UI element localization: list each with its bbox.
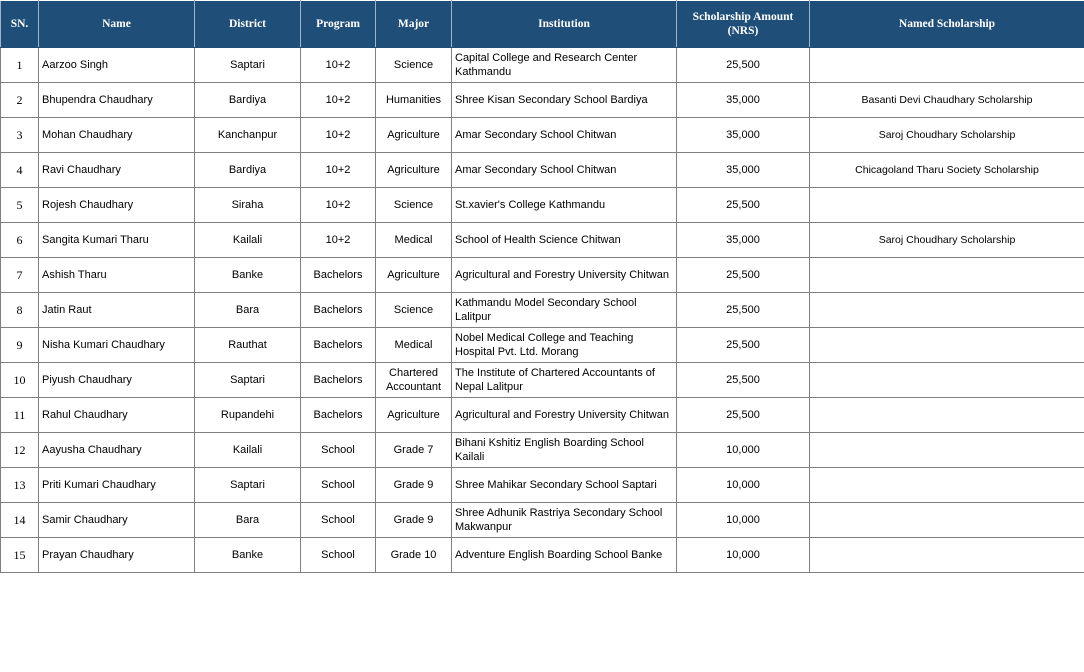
cell-district[interactable]: Saptari [195, 48, 301, 83]
cell-program[interactable]: Bachelors [301, 363, 376, 398]
cell-institution[interactable]: School of Health Science Chitwan [452, 223, 677, 258]
table-row [1, 83, 1084, 118]
cell-institution[interactable]: Shree Adhunik Rastriya Secondary School Makwanpur [452, 503, 677, 538]
cell-program[interactable]: 10+2 [301, 223, 376, 258]
table-row [1, 258, 1084, 293]
cell-name[interactable]: Prayan Chaudhary [39, 538, 195, 573]
cell-district[interactable]: Kailali [195, 223, 301, 258]
cell-program[interactable]: School [301, 433, 376, 468]
cell-named-scholarship[interactable]: Basanti Devi Chaudhary Scholarship [810, 83, 1084, 118]
cell-program[interactable]: 10+2 [301, 83, 376, 118]
table-row [1, 188, 1084, 223]
cell-name[interactable]: Ashish Tharu [39, 258, 195, 293]
cell-major[interactable]: Grade 10 [376, 538, 452, 573]
cell-sn[interactable]: 14 [1, 503, 39, 538]
cell-name[interactable]: Aarzoo Singh [39, 48, 195, 83]
table-row [1, 328, 1084, 363]
cell-named-scholarship[interactable] [810, 398, 1084, 433]
cell-named-scholarship[interactable] [810, 503, 1084, 538]
cell-sn[interactable]: 1 [1, 48, 39, 83]
header-named-scholarship[interactable]: Named Scholarship [810, 1, 1084, 48]
cell-scholarship-amount[interactable]: 35,000 [677, 118, 810, 153]
cell-district[interactable]: Bara [195, 293, 301, 328]
cell-scholarship-amount[interactable]: 25,500 [677, 363, 810, 398]
cell-scholarship-amount[interactable]: 25,500 [677, 48, 810, 83]
cell-scholarship-amount[interactable]: 10,000 [677, 468, 810, 503]
cell-scholarship-amount[interactable]: 35,000 [677, 83, 810, 118]
cell-program[interactable]: Bachelors [301, 328, 376, 363]
cell-institution[interactable]: Agricultural and Forestry University Chitwan [452, 398, 677, 433]
cell-sn[interactable]: 11 [1, 398, 39, 433]
cell-scholarship-amount[interactable]: 25,500 [677, 293, 810, 328]
cell-named-scholarship[interactable]: Saroj Choudhary Scholarship [810, 118, 1084, 153]
cell-major[interactable]: Medical [376, 328, 452, 363]
cell-district[interactable]: Siraha [195, 188, 301, 223]
cell-program[interactable]: School [301, 468, 376, 503]
table-row [1, 118, 1084, 153]
cell-sn[interactable]: 2 [1, 83, 39, 118]
cell-sn[interactable]: 4 [1, 153, 39, 188]
cell-named-scholarship[interactable] [810, 468, 1084, 503]
cell-major[interactable]: Agriculture [376, 118, 452, 153]
cell-major[interactable]: Grade 7 [376, 433, 452, 468]
cell-institution[interactable]: Kathmandu Model Secondary School Lalitpur [452, 293, 677, 328]
cell-district[interactable]: Saptari [195, 468, 301, 503]
cell-sn[interactable]: 9 [1, 328, 39, 363]
cell-named-scholarship[interactable] [810, 433, 1084, 468]
cell-district[interactable]: Saptari [195, 363, 301, 398]
cell-name[interactable]: Samir Chaudhary [39, 503, 195, 538]
cell-named-scholarship[interactable] [810, 363, 1084, 398]
table-row [1, 363, 1084, 398]
header-institution[interactable]: Institution [452, 1, 677, 48]
cell-name[interactable]: Nisha Kumari Chaudhary [39, 328, 195, 363]
cell-district[interactable]: Bardiya [195, 153, 301, 188]
table-row [1, 538, 1084, 573]
cell-institution[interactable]: Capital College and Research Center Kathmandu [452, 48, 677, 83]
cell-name[interactable]: Sangita Kumari Tharu [39, 223, 195, 258]
cell-major[interactable]: Agriculture [376, 153, 452, 188]
table-row [1, 468, 1084, 503]
cell-district[interactable]: Banke [195, 538, 301, 573]
cell-named-scholarship[interactable] [810, 48, 1084, 83]
cell-named-scholarship[interactable] [810, 188, 1084, 223]
cell-program[interactable]: Bachelors [301, 258, 376, 293]
cell-named-scholarship[interactable] [810, 538, 1084, 573]
table-row [1, 153, 1084, 188]
table-row [1, 503, 1084, 538]
cell-sn[interactable]: 8 [1, 293, 39, 328]
cell-program[interactable]: 10+2 [301, 48, 376, 83]
cell-program[interactable]: 10+2 [301, 118, 376, 153]
cell-institution[interactable]: The Institute of Chartered Accountants of Nepal Lalitpur [452, 363, 677, 398]
cell-institution[interactable]: Bihani Kshitiz English Boarding School Kailali [452, 433, 677, 468]
cell-sn[interactable]: 6 [1, 223, 39, 258]
cell-institution[interactable]: Agricultural and Forestry University Chitwan [452, 258, 677, 293]
cell-sn[interactable]: 10 [1, 363, 39, 398]
cell-name[interactable]: Priti Kumari Chaudhary [39, 468, 195, 503]
table-row [1, 293, 1084, 328]
cell-institution[interactable]: Shree Kisan Secondary School Bardiya [452, 83, 677, 118]
cell-program[interactable]: Bachelors [301, 398, 376, 433]
cell-district[interactable]: Kanchanpur [195, 118, 301, 153]
cell-district[interactable]: Rupandehi [195, 398, 301, 433]
cell-program[interactable]: School [301, 503, 376, 538]
cell-name[interactable]: Ravi Chaudhary [39, 153, 195, 188]
cell-name[interactable]: Rahul Chaudhary [39, 398, 195, 433]
cell-name[interactable]: Jatin Raut [39, 293, 195, 328]
cell-sn[interactable]: 13 [1, 468, 39, 503]
cell-district[interactable]: Bara [195, 503, 301, 538]
cell-scholarship-amount[interactable]: 10,000 [677, 538, 810, 573]
cell-sn[interactable]: 15 [1, 538, 39, 573]
table-row [1, 433, 1084, 468]
cell-district[interactable]: Banke [195, 258, 301, 293]
cell-institution[interactable]: Amar Secondary School Chitwan [452, 118, 677, 153]
cell-name[interactable]: Piyush Chaudhary [39, 363, 195, 398]
cell-sn[interactable]: 12 [1, 433, 39, 468]
cell-name[interactable]: Aayusha Chaudhary [39, 433, 195, 468]
header-name[interactable]: Name [39, 1, 195, 48]
cell-major[interactable]: Agriculture [376, 398, 452, 433]
cell-major[interactable]: Science [376, 48, 452, 83]
cell-district[interactable]: Bardiya [195, 83, 301, 118]
cell-scholarship-amount[interactable]: 25,500 [677, 188, 810, 223]
header-major[interactable]: Major [376, 1, 452, 48]
cell-scholarship-amount[interactable]: 25,500 [677, 328, 810, 363]
table-row [1, 398, 1084, 433]
cell-scholarship-amount[interactable]: 10,000 [677, 503, 810, 538]
cell-sn[interactable]: 5 [1, 188, 39, 223]
cell-sn[interactable]: 7 [1, 258, 39, 293]
table-row [1, 48, 1084, 83]
cell-named-scholarship[interactable] [810, 328, 1084, 363]
header-scholarship-amount[interactable]: Scholarship Amount (NRS) [677, 1, 810, 48]
cell-institution[interactable]: Adventure English Boarding School Banke [452, 538, 677, 573]
cell-name[interactable]: Bhupendra Chaudhary [39, 83, 195, 118]
cell-major[interactable]: Humanities [376, 83, 452, 118]
cell-district[interactable]: Kailali [195, 433, 301, 468]
header-district[interactable]: District [195, 1, 301, 48]
header-program[interactable]: Program [301, 1, 376, 48]
header-sn[interactable]: SN. [1, 1, 39, 48]
cell-institution[interactable]: Shree Mahikar Secondary School Saptari [452, 468, 677, 503]
cell-major[interactable]: Grade 9 [376, 468, 452, 503]
cell-scholarship-amount[interactable]: 25,500 [677, 398, 810, 433]
cell-scholarship-amount[interactable]: 25,500 [677, 258, 810, 293]
cell-institution[interactable]: Nobel Medical College and Teaching Hospital Pvt. Ltd. Morang [452, 328, 677, 363]
cell-named-scholarship[interactable] [810, 293, 1084, 328]
table-row [1, 223, 1084, 258]
cell-named-scholarship[interactable]: Chicagoland Tharu Society Scholarship [810, 153, 1084, 188]
cell-scholarship-amount[interactable]: 35,000 [677, 153, 810, 188]
cell-program[interactable]: 10+2 [301, 153, 376, 188]
cell-major[interactable]: Science [376, 293, 452, 328]
cell-named-scholarship[interactable]: Saroj Choudhary Scholarship [810, 223, 1084, 258]
cell-program[interactable]: School [301, 538, 376, 573]
cell-major[interactable]: Agriculture [376, 258, 452, 293]
cell-scholarship-amount[interactable]: 10,000 [677, 433, 810, 468]
header-row [1, 1, 1084, 48]
cell-named-scholarship[interactable] [810, 258, 1084, 293]
cell-major[interactable]: Grade 9 [376, 503, 452, 538]
cell-scholarship-amount[interactable]: 35,000 [677, 223, 810, 258]
cell-institution[interactable]: Amar Secondary School Chitwan [452, 153, 677, 188]
cell-program[interactable]: 10+2 [301, 188, 376, 223]
cell-program[interactable]: Bachelors [301, 293, 376, 328]
cell-institution[interactable]: St.xavier's College Kathmandu [452, 188, 677, 223]
cell-name[interactable]: Mohan Chaudhary [39, 118, 195, 153]
cell-major[interactable]: Medical [376, 223, 452, 258]
cell-district[interactable]: Rauthat [195, 328, 301, 363]
cell-name[interactable]: Rojesh Chaudhary [39, 188, 195, 223]
cell-major[interactable]: Chartered Accountant [376, 363, 452, 398]
cell-sn[interactable]: 3 [1, 118, 39, 153]
cell-major[interactable]: Science [376, 188, 452, 223]
